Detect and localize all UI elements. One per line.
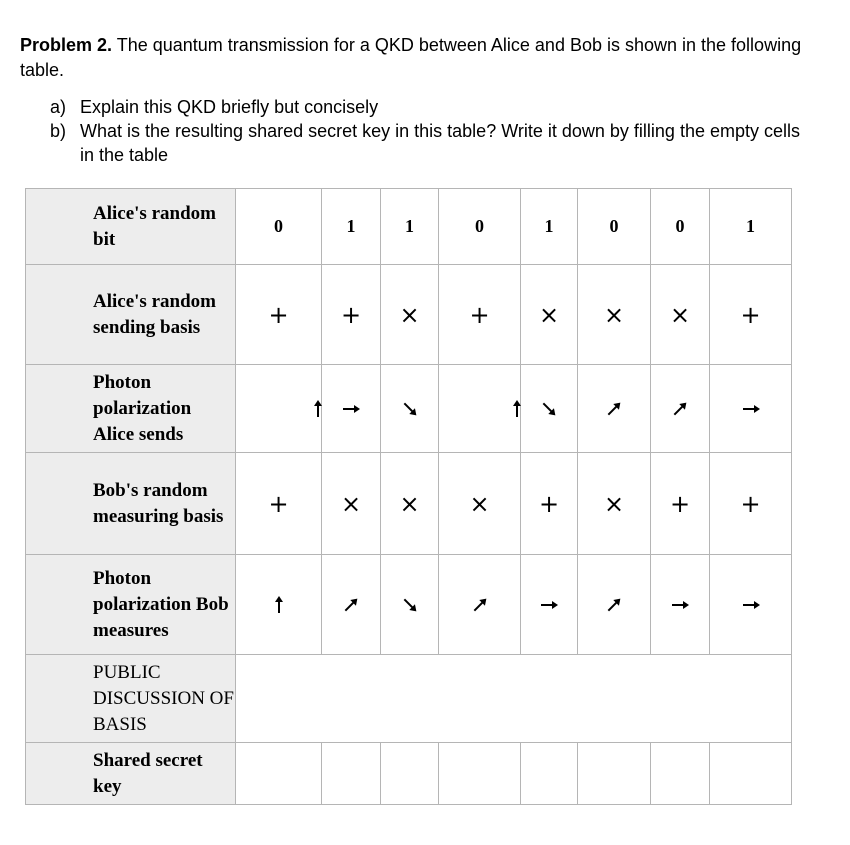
alice-photon-cell — [322, 365, 381, 453]
up-arrow-icon — [268, 594, 290, 616]
bob-basis-cell: + — [236, 453, 322, 555]
shared-key-cell[interactable] — [381, 743, 439, 805]
row-alice-photon — [26, 365, 792, 453]
row-alice-bits — [26, 189, 792, 265]
alice-photon-cell — [651, 365, 710, 453]
shared-key-cell[interactable] — [322, 743, 381, 805]
question-list — [50, 95, 810, 167]
row-alice-basis — [26, 265, 792, 365]
down-right-arrow-icon — [399, 594, 421, 616]
alice-basis-cell: × — [578, 265, 651, 365]
bob-photon-cell — [710, 555, 792, 655]
alice-basis-cell: × — [381, 265, 439, 365]
alice-basis-cell: × — [651, 265, 710, 365]
bob-basis-cell: + — [651, 453, 710, 555]
shared-key-cell[interactable] — [439, 743, 521, 805]
down-right-arrow-icon — [538, 398, 560, 420]
bob-photon-label: Photon polarization Bob measures — [26, 555, 236, 655]
bob-photon-cell — [521, 555, 578, 655]
bob-photon-cell — [439, 555, 521, 655]
bob-basis-cell: × — [439, 453, 521, 555]
question-a — [50, 95, 810, 119]
bob-basis-cell: × — [578, 453, 651, 555]
right-arrow-icon — [740, 398, 762, 420]
row-public-discussion — [26, 655, 792, 743]
up-right-arrow-icon — [603, 398, 625, 420]
problem-text: The quantum transmission for a QKD between Alice and Bob is shown in the following table. — [20, 35, 802, 80]
bob-basis-cell: × — [381, 453, 439, 555]
alice-bit-cell: 1 — [710, 189, 792, 265]
alice-photon-cell — [578, 365, 651, 453]
shared-key-label: Shared secret key — [26, 743, 236, 805]
right-arrow-icon — [669, 594, 691, 616]
alice-photon-cell — [710, 365, 792, 453]
alice-bit-cell: 1 — [381, 189, 439, 265]
up-right-arrow-icon — [603, 594, 625, 616]
bob-photon-cell — [381, 555, 439, 655]
bob-photon-cell — [236, 555, 322, 655]
right-arrow-icon — [740, 594, 762, 616]
bob-basis-label: Bob's random measuring basis — [26, 453, 236, 555]
bob-basis-cell: + — [710, 453, 792, 555]
qkd-table — [25, 188, 792, 805]
up-right-arrow-icon — [669, 398, 691, 420]
alice-photon-cell — [381, 365, 439, 453]
alice-bit-cell: 1 — [322, 189, 381, 265]
public-discussion-cell[interactable] — [236, 655, 792, 743]
alice-photon-label: Photon polarization Alice sends — [26, 365, 236, 453]
row-bob-photon — [26, 555, 792, 655]
bob-photon-cell — [322, 555, 381, 655]
alice-basis-cell: + — [439, 265, 521, 365]
shared-key-cell[interactable] — [578, 743, 651, 805]
alice-basis-label: Alice's random sending basis — [26, 265, 236, 365]
alice-photon-cell — [236, 365, 322, 453]
alice-photon-cell — [521, 365, 578, 453]
alice-basis-cell: + — [236, 265, 322, 365]
alice-basis-cell: + — [710, 265, 792, 365]
problem-statement — [20, 33, 820, 83]
bob-photon-cell — [651, 555, 710, 655]
public-discussion-label: PUBLIC DISCUSSION OF BASIS — [26, 655, 236, 743]
alice-bit-cell: 0 — [651, 189, 710, 265]
shared-key-cell[interactable] — [521, 743, 578, 805]
shared-key-cell[interactable] — [651, 743, 710, 805]
alice-basis-cell: × — [521, 265, 578, 365]
alice-bit-cell: 0 — [439, 189, 521, 265]
bob-photon-cell — [578, 555, 651, 655]
question-b-label: b) — [50, 121, 67, 141]
problem-label: Problem 2. — [20, 35, 113, 55]
row-bob-basis — [26, 453, 792, 555]
question-a-label: a) — [50, 97, 67, 117]
shared-key-cell[interactable] — [236, 743, 322, 805]
up-right-arrow-icon — [469, 594, 491, 616]
row-shared-key — [26, 743, 792, 805]
alice-basis-cell: + — [322, 265, 381, 365]
alice-photon-cell — [439, 365, 521, 453]
right-arrow-icon — [340, 398, 362, 420]
down-right-arrow-icon — [399, 398, 421, 420]
alice-bit-cell: 1 — [521, 189, 578, 265]
alice-bits-label: Alice's random bit — [26, 189, 236, 265]
alice-bit-cell: 0 — [236, 189, 322, 265]
shared-key-cell[interactable] — [710, 743, 792, 805]
right-arrow-icon — [538, 594, 560, 616]
question-b-text: What is the resulting shared secret key in this table? Write it down by filling the empty cells in the table — [80, 121, 800, 165]
bob-basis-cell: × — [322, 453, 381, 555]
bob-basis-cell: + — [521, 453, 578, 555]
question-b — [50, 119, 810, 167]
alice-bit-cell: 0 — [578, 189, 651, 265]
question-a-text: Explain this QKD briefly but concisely — [80, 97, 379, 117]
up-right-arrow-icon — [340, 594, 362, 616]
